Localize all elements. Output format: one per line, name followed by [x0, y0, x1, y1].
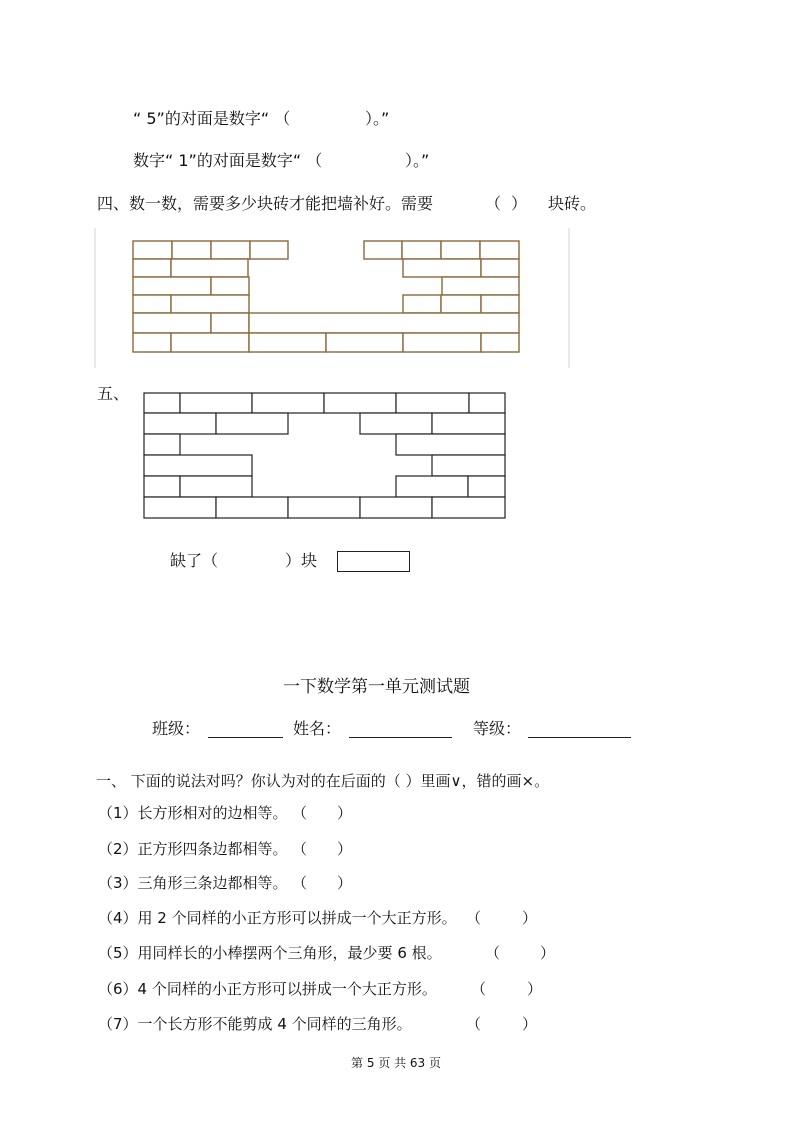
item-text: （6）4 个同样的小正方形可以拼成一个大正方形。 [98, 980, 437, 998]
brick-wall-figure-2 [143, 392, 507, 520]
answer-box[interactable] [337, 551, 410, 572]
answer-paren-close: ） [522, 909, 538, 927]
grade-label: 等级： [473, 719, 522, 738]
item-text: （3）三角形三条边都相等。 [98, 874, 288, 892]
part1-instruction: 一、 下面的说法对吗？你认为对的在后面的（ ）里画∨，错的画×。 [96, 772, 550, 790]
missing-count-prefix: 缺了（ [170, 551, 219, 570]
q-face1-text: 数字“ 1”的对面是数字“ （ [133, 151, 323, 170]
item-text: （5）用同样长的小棒摆两个三角形，最少要 6 根。 [98, 944, 442, 962]
brick-wall-figure-1 [94, 228, 574, 370]
answer-paren-open[interactable]: （ [466, 1015, 482, 1033]
answer-paren-close: ） [540, 944, 556, 962]
answer-paren-close: ） [337, 874, 353, 892]
item-text: （2）正方形四条边都相等。 [98, 840, 288, 858]
item-text: （7）一个长方形不能剪成 4 个同样的三角形。 [98, 1015, 412, 1033]
answer-paren-open[interactable]: （ [471, 980, 487, 998]
name-field[interactable] [349, 737, 452, 738]
section4-paren-open: （ [485, 194, 502, 213]
q-face5-text: “ 5”的对面是数字“ （ [133, 109, 291, 128]
answer-paren-open[interactable]: （ [466, 909, 482, 927]
answer-paren-open[interactable]: （ [485, 944, 501, 962]
name-label: 姓名： [293, 719, 342, 738]
grade-field[interactable] [528, 737, 631, 738]
q-face5-close: ）。” [365, 109, 390, 128]
class-field[interactable] [208, 737, 283, 738]
section4-question: 四、数一数，需要多少块砖才能把墙补好。需要 [97, 194, 434, 213]
answer-paren-open[interactable]: （ [292, 874, 308, 892]
section4-suffix: 块砖。 [548, 194, 597, 213]
answer-paren-close: ） [527, 980, 543, 998]
class-label: 班级： [152, 719, 201, 738]
answer-paren-open[interactable]: （ [292, 804, 308, 822]
q-face1-close: ）。” [405, 151, 430, 170]
answer-paren-close: ） [337, 840, 353, 858]
test-title: 一下数学第一单元测试题 [283, 677, 470, 697]
item-text: （4）用 2 个同样的小正方形可以拼成一个大正方形。 [98, 909, 457, 927]
answer-paren-open[interactable]: （ [292, 840, 308, 858]
section4-paren-close: ） [511, 194, 528, 213]
item-text: （1）长方形相对的边相等。 [98, 804, 288, 822]
answer-paren-close: ） [337, 804, 353, 822]
missing-count-suffix: ）块 [285, 551, 318, 570]
answer-paren-close: ） [522, 1015, 538, 1033]
page-number: 第 5 页 共 63 页 [351, 1056, 441, 1070]
section5-label: 五、 [97, 384, 130, 403]
